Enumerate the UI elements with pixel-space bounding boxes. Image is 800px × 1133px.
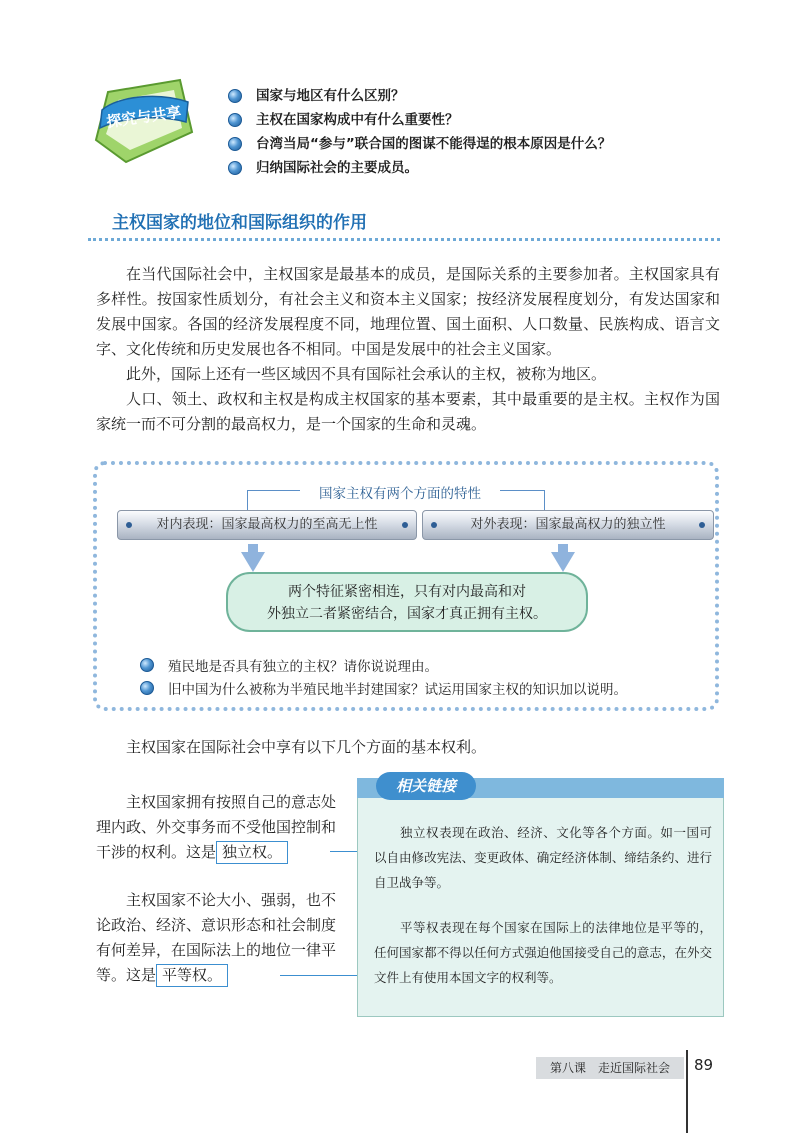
rights-intro: 主权国家在国际社会中享有以下几个方面的基本权利。 — [126, 738, 487, 756]
bullet-icon — [140, 658, 154, 672]
arrow-down-icon — [241, 552, 265, 572]
explore-share-logo — [88, 70, 198, 170]
section-title: 主权国家的地位和国际组织的作用 — [112, 213, 367, 233]
related-links-text: 独立权表现在政治、经济、文化等各个方面。如一国可以自由修改宪法、变更政体、确定经济体制、缔结条约、进行自卫战争等。 — [374, 825, 712, 890]
body-paragraph: 此外，国际上还有一些区域因不具有国际社会承认的主权，被称为地区。 — [126, 365, 607, 383]
diagram-question: 殖民地是否具有独立的主权？请你说说理由。 — [140, 655, 438, 675]
bullet-icon — [228, 113, 242, 127]
related-links-tab: 相关链接 — [376, 772, 476, 800]
independence-paragraph: 主权国家拥有按照自己的意志处理内政、外交事务而不受他国控制和干涉的权利。这是 独立权。 — [96, 790, 346, 865]
bullet-icon — [228, 89, 242, 103]
logo-text: 探究与共享 — [105, 102, 183, 132]
external-sovereignty-bar: 对外表现：国家最高权力的独立性 — [422, 510, 714, 540]
footer-divider — [686, 1050, 688, 1133]
bullet-icon — [228, 161, 242, 175]
term-connector — [330, 851, 358, 852]
list-item: 主权在国家构成中有什么重要性？ — [228, 108, 611, 132]
diagram-title: 国家主权有两个方面的特性 — [300, 482, 500, 502]
body-paragraph: 人口、领土、政权和主权是构成主权国家的基本要素，其中最重要的是主权。主权作为国家统一而不可分割的最高权力，是一个国家的生命和灵魂。 — [96, 390, 720, 433]
conclusion-box — [226, 572, 588, 632]
list-item: 国家与地区有什么区别？ — [228, 84, 611, 108]
independence-term: 独立权。 — [216, 841, 288, 864]
list-item: 归纳国际社会的主要成员。 — [228, 156, 611, 180]
related-links-text: 平等权表现在每个国家在国际上的法律地位是平等的，任何国家都不得以任何方式强迫他国接受自己的意志，在外交文件上有使用本国文字的权利等。 — [374, 920, 712, 985]
equality-paragraph: 主权国家不论大小、强弱，也不论政治、经济、意识形态和社会制度有何差异，在国际法上的地位一律平等。这是 平等权。 — [96, 888, 346, 988]
lesson-label: 第八课 走近国际社会 — [536, 1057, 684, 1079]
bullet-icon — [228, 137, 242, 151]
conclusion-line: 外独立二者紧密结合，国家才真正拥有主权。 — [267, 606, 547, 622]
conclusion-line: 两个特征紧密相连，只有对内最高和对 — [288, 584, 526, 600]
page-number: 89 — [694, 1056, 714, 1074]
bullet-icon — [140, 681, 154, 695]
list-item: 台湾当局“参与”联合国的图谋不能得逞的根本原因是什么？ — [228, 132, 611, 156]
equality-term: 平等权。 — [156, 964, 228, 987]
internal-sovereignty-bar: 对内表现：国家最高权力的至高无上性 — [117, 510, 417, 540]
term-connector — [280, 975, 358, 976]
body-paragraph: 在当代国际社会中，主权国家是最基本的成员，是国际关系的主要参加者。主权国家具有多样性。按国家性质划分，有社会主义和资本主义国家；按经济发展程度划分，有发达国家和发展中国家。各国的经济发展程度不同，地理位置、国土面积、人口数量、民族构成、语言文字、文化传统和历史发展也各不相同。中国是发展中的社会主义国家。 — [96, 265, 720, 358]
section-divider — [88, 238, 720, 241]
explore-questions — [228, 84, 611, 180]
arrow-down-icon — [551, 552, 575, 572]
diagram-question: 旧中国为什么被称为半殖民地半封建国家？试运用国家主权的知识加以说明。 — [140, 678, 627, 698]
